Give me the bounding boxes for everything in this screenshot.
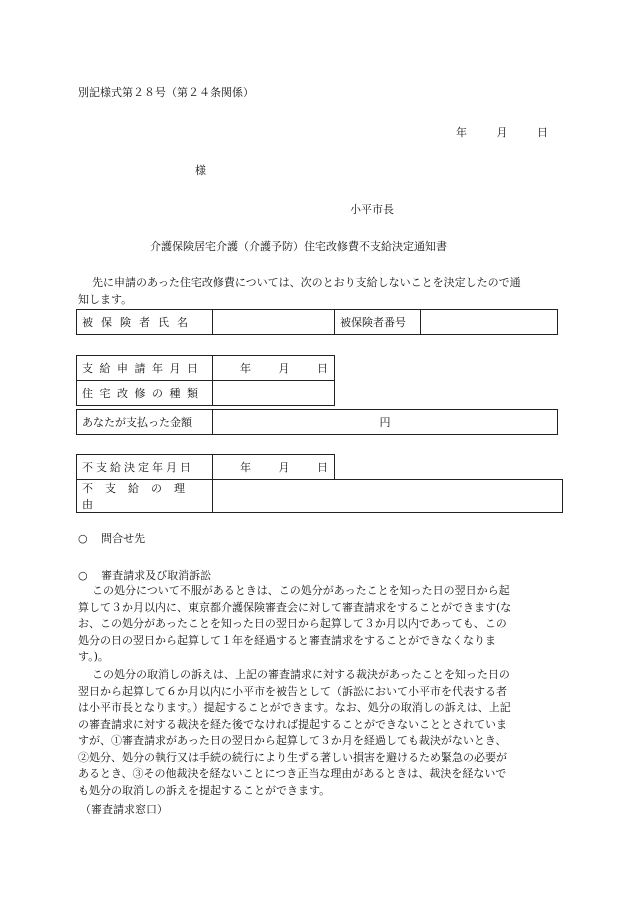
appeal-p2-line: の審査請求に対する裁決を経た後でなければ提起することができないこととされていま — [78, 717, 507, 731]
appeal-p1-line: お、この処分があったことを知った日の翌日から起算して３か月以内であっても、この — [78, 617, 507, 630]
appeal-p2-line: この処分の取消しの訴えは、上記の審査請求に対する裁決があったことを知った日の — [92, 668, 510, 681]
application-date-field[interactable] — [213, 356, 335, 381]
contact-section — [78, 530, 145, 546]
appeal-paragraph-2 — [78, 667, 556, 799]
appeal-p2-line: すが、①審査請求があった日の翌日から起算して３か月を経過しても裁決がないとき、 — [78, 734, 507, 747]
intro-line-2: 知します。 — [78, 293, 133, 306]
appeal-label: 審査請求及び取消訴訟 — [101, 569, 212, 582]
appeal-p2-line: は小平市長となります。）提起することができます。なお、処分の取消しの訴えは、上記 — [78, 701, 511, 714]
appeal-p1-line: 処分の日の翌日から起算して１年を経過すると審査請求をすることができなくなりま — [78, 633, 496, 647]
issuer: 小平市長 — [350, 203, 394, 216]
insured-number-field[interactable] — [421, 310, 558, 335]
appeal-p1-line: す。)。 — [78, 650, 109, 663]
contact-bullet-icon: ○ — [78, 532, 88, 545]
decision-date-month: 月 — [278, 461, 290, 474]
decision-date-field[interactable] — [213, 455, 335, 480]
insured-name-label: 被保険者氏名 — [77, 310, 213, 335]
appeal-window-label: （審査請求窓口） — [80, 803, 168, 816]
application-date-label: 支給申請年月日 — [77, 356, 213, 381]
decision-date-day: 日 — [317, 461, 328, 474]
reason-field[interactable] — [213, 480, 563, 513]
appeal-p1-line: 算して３か月以内に、東京都介護保険審査会に対して審査請求をすることができます(な — [78, 600, 512, 614]
intro-line-1: 先に申請のあった住宅改修費については、次のとおり支給しないことを決定したので通 — [92, 276, 521, 289]
application-date-year: 年 — [240, 362, 251, 375]
appeal-p2-line: も処分の取消しの訴えを提起することができます。 — [78, 783, 331, 797]
contact-label: 問合せ先 — [101, 532, 146, 545]
insured-table — [76, 309, 558, 335]
renovation-type-label: 住宅改修の種類 — [77, 381, 213, 406]
date-month: 月 — [496, 126, 508, 139]
insured-name-field[interactable] — [213, 310, 335, 335]
amount-paid-label: あなたが支払った金額 — [77, 410, 213, 435]
application-date-month: 月 — [278, 362, 290, 375]
form-number: 別記様式第２８号（第２４条関係） — [78, 86, 254, 99]
date-year: 年 — [456, 126, 467, 139]
renovation-type-field[interactable] — [213, 381, 335, 406]
insured-number-label: 被保険者番号 — [335, 310, 421, 335]
amount-paid-field[interactable] — [213, 410, 558, 435]
appeal-bullet-icon: ○ — [78, 569, 88, 582]
reason-label: 不支給の理由 — [77, 480, 213, 513]
appeal-section — [78, 567, 211, 583]
date-line — [456, 124, 548, 140]
document-title: 介護保険居宅介護（介護予防）住宅改修費不支給決定通知書 — [150, 240, 447, 253]
date-day: 日 — [537, 126, 548, 139]
appeal-p2-line: あるとき、③その他裁決を経ないことにつき正当な理由があるときは、裁決を経ないで — [78, 767, 507, 780]
appeal-p2-line: 翌日から起算して６か月以内に小平市を被告として（訴訟において小平市を代表する者 — [78, 684, 507, 698]
decision-date-year: 年 — [240, 461, 251, 474]
recipient-suffix: 様 — [195, 164, 206, 177]
appeal-p2-line: ②処分、処分の執行又は手続の続行により生ずる著しい損害を避けるため緊急の必要が — [78, 750, 507, 764]
application-date-day: 日 — [317, 362, 328, 375]
decision-date-label: 不支給決定年月日 — [77, 455, 213, 480]
appeal-p1-line: この処分について不服があるときは、この処分があったことを知った日の翌日から起 — [92, 584, 510, 597]
amount-unit: 円 — [379, 416, 391, 429]
appeal-paragraph-1 — [78, 583, 556, 666]
